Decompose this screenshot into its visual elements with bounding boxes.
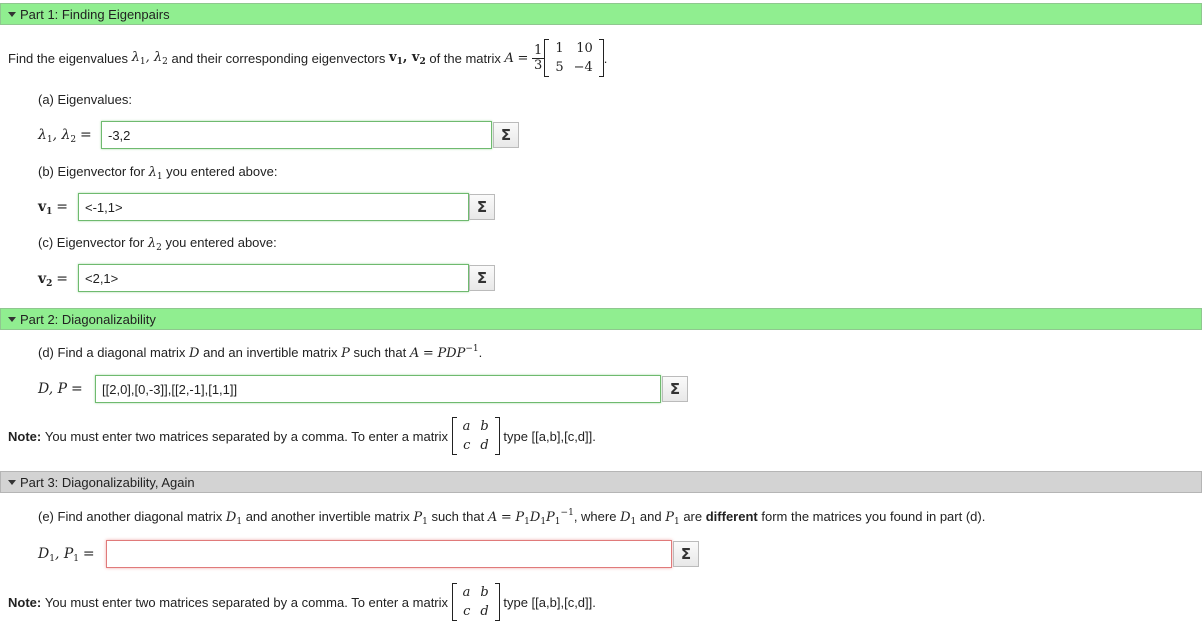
- note-matrix: a b c d: [452, 583, 500, 621]
- sigma-icon[interactable]: Σ: [469, 194, 495, 220]
- d1p1-label: $D_1$, $P_1$ =: [38, 546, 95, 564]
- triangle-down-icon: [8, 317, 16, 322]
- sigma-icon[interactable]: Σ: [469, 265, 495, 291]
- note-matrix: a b c d: [452, 417, 500, 455]
- v1-label: $v_1$ =: [38, 199, 69, 217]
- sigma-icon[interactable]: Σ: [662, 376, 688, 402]
- part2-title: Part 2: Diagonalizability: [20, 311, 156, 327]
- eigenvalues-input[interactable]: [101, 121, 492, 149]
- matrix-a: 1 10 5 −4: [544, 39, 603, 77]
- v2-label: $v_2$ =: [38, 271, 69, 289]
- triangle-down-icon: [8, 12, 16, 17]
- fraction: $\frac{1}{3}$: [534, 42, 543, 73]
- dp-input[interactable]: [95, 375, 661, 403]
- part1-header[interactable]: [0, 3, 1202, 25]
- dp-label: D, P =: [38, 381, 83, 397]
- v2-input[interactable]: [78, 264, 469, 292]
- part3-note: Note: You must enter two matrices separated by a comma. To enter a matrix a b c d type [[a,b],[c,d]].: [8, 585, 596, 619]
- c-label: (c) Eigenvector for $\lambda_2$ you entered above:: [38, 235, 277, 253]
- b-label: (b) Eigenvector for $\lambda_1$ you entered above:: [38, 164, 278, 182]
- d1p1-input[interactable]: [106, 540, 672, 568]
- triangle-down-icon: [8, 480, 16, 485]
- a-label: (a) Eigenvalues:: [38, 92, 132, 107]
- e-label: (e) Find another diagonal matrix $D_1$ and another invertible matrix $P_1$ such that $A = P_1D_1P_1^{-1}$, where $D_1$ and $P_1$ are different form the matrices you found in part (d).: [38, 508, 986, 527]
- lambda-label: $\lambda_1$, $\lambda_2$ =: [38, 127, 92, 145]
- part3-title: Part 3: Diagonalizability, Again: [20, 474, 195, 490]
- v1-input[interactable]: [78, 193, 469, 221]
- sigma-icon[interactable]: Σ: [493, 122, 519, 148]
- part1-title: Part 1: Finding Eigenpairs: [20, 6, 170, 22]
- part2-note: Note: You must enter two matrices separated by a comma. To enter a matrix a b c d type [[a,b],[c,d]].: [8, 419, 596, 453]
- sigma-icon[interactable]: Σ: [673, 541, 699, 567]
- part3-header[interactable]: [0, 471, 1202, 493]
- part2-header[interactable]: [0, 308, 1202, 330]
- d-label: (d) Find a diagonal matrix D and an invertible matrix P such that $A = PDP^{-1}$.: [38, 344, 483, 361]
- part1-question: Find the eigenvalues $\lambda_1$, $\lambda_2$ and their corresponding eigenvectors $v_1$, $v_2$ of the matrix A = $\frac{1}{3}$ 1 10 5 −4 .: [8, 41, 608, 75]
